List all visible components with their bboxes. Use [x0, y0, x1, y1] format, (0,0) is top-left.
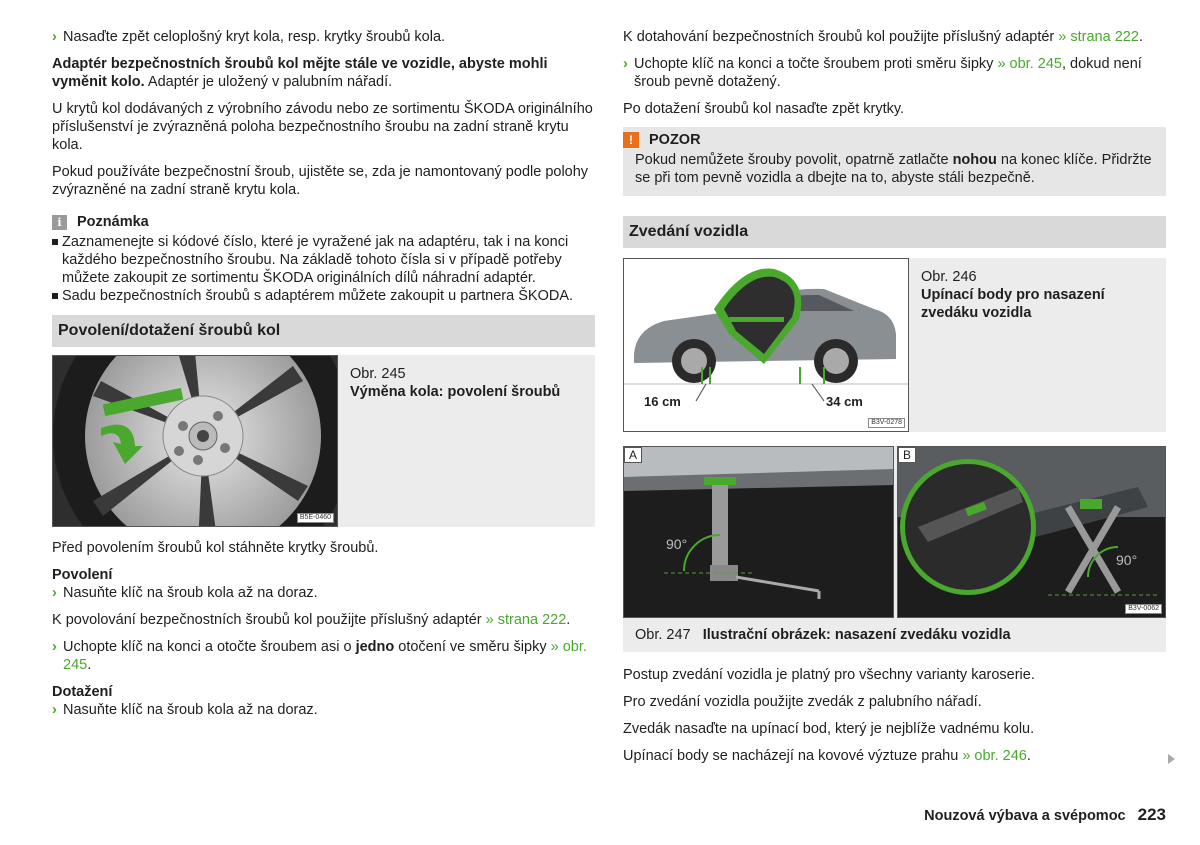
note-item-text: Sadu bezpečnostních šroubů s adaptérem můžete zakoupit u partnera ŠKODA.: [62, 288, 574, 304]
paragraph-text: Upínací body se nacházejí na kovové výztuze prahu: [623, 748, 959, 764]
before-loosening-paragraph: Před povolením šroubů kol stáhněte krytky šroubů.: [52, 540, 379, 556]
adapter-tighten-paragraph: [623, 28, 1166, 46]
figure-245-image: [52, 355, 338, 527]
figure-caption: [921, 268, 1161, 322]
figure-246-image: [623, 258, 909, 432]
step-end: .: [87, 657, 92, 673]
subheading-loosening: Povolení: [52, 567, 113, 583]
step-arrow-icon: ›: [52, 585, 57, 601]
figure-code: B3V-0062: [1125, 604, 1162, 614]
replace-caps-paragraph: Po dotažení šroubů kol nasaďte zpět krytky.: [623, 101, 905, 117]
warning-text-part: Pokud nemůžete šrouby povolit, opatrně zatlačte: [635, 152, 953, 168]
figure-code: B5E-0460: [297, 513, 334, 523]
figure-caption: [635, 626, 1011, 644]
warning-box: [623, 127, 1166, 196]
step-turn-bolt: [52, 638, 595, 674]
step-text: Nasaďte zpět celoplošný kryt kola, resp. krytky šroubů kola.: [63, 29, 446, 45]
paragraph-text: K povolování bezpečnostních šroubů kol použijte příslušný adaptér: [52, 612, 482, 628]
info-icon: i: [52, 215, 67, 230]
continue-arrow-icon: [1168, 754, 1175, 764]
step-text: Uchopte klíč na konci a točte šroubem proti směru šipky: [634, 56, 994, 72]
bullet-square-icon: [52, 239, 58, 245]
lifting-procedure-paragraph: Postup zvedání vozidla je platný pro všechny varianty karoserie.: [623, 667, 1035, 683]
note-header: [52, 213, 595, 231]
figure-reference-link[interactable]: » obr. 246: [958, 748, 1027, 764]
use-jack-paragraph: Pro zvedání vozidla použijte zvedák z palubního nářadí.: [623, 694, 982, 710]
right-column: [623, 28, 1166, 774]
figure-247-panel-b: [897, 446, 1166, 618]
step-bold-text: jedno: [355, 639, 395, 655]
jack-placement-illustration-b: [898, 447, 1166, 618]
step-arrow-icon: ›: [52, 639, 57, 655]
figure-caption: [350, 365, 560, 401]
page-reference-link[interactable]: » strana 222: [1054, 29, 1139, 45]
step-text: otočení ve směru šipky: [394, 639, 547, 655]
step-slide-wrench-2: [52, 701, 595, 719]
step-slide-wrench: [52, 584, 595, 602]
page-footer: [924, 806, 1166, 825]
figure-title: Výměna kola: povolení šroubů: [350, 384, 561, 400]
figure-247: [623, 446, 1166, 652]
adapter-loosen-paragraph: [52, 611, 595, 629]
panel-label-b: B: [898, 447, 916, 463]
left-column: [52, 28, 595, 728]
section-header-lifting: Zvedání vozidla: [623, 216, 1166, 248]
figure-title: Ilustrační obrázek: nasazení zvedáku vozidla: [702, 627, 1011, 643]
panel-label-a: A: [624, 447, 642, 463]
distance-label-rear: 34 cm: [826, 394, 863, 409]
figure-reference-link[interactable]: » obr. 245: [993, 56, 1062, 72]
jack-placement-illustration-a: [624, 447, 894, 618]
page-number: 223: [1137, 805, 1166, 824]
step-arrow-icon: ›: [52, 29, 57, 45]
page-reference-link[interactable]: » strana 222: [481, 612, 567, 628]
step-text: Uchopte klíč na konci a otočte šroubem asi o: [63, 639, 356, 655]
figure-247-panel-a: [623, 446, 894, 618]
paragraph-text: K dotahování bezpečnostních šroubů kol použijte příslušný adaptér: [623, 29, 1055, 45]
step-text: Nasuňte klíč na šroub kola až na doraz.: [63, 702, 318, 718]
hubcap-paragraph: U krytů kol dodávaných z výrobního závodu nebo ze sortimentu ŠKODA originálního příslušenství je zvýrazněná poloha bezpečnostního šroubu na zadní straně krytu kola.: [52, 101, 593, 153]
subheading-tightening: Dotažení: [52, 684, 113, 700]
figure-reference-link[interactable]: » obr. 245: [63, 639, 587, 673]
note-item: [52, 233, 595, 287]
note-title: Poznámka: [77, 214, 149, 230]
jacking-points-paragraph: [623, 747, 1166, 765]
security-bolt-paragraph: Pokud používáte bezpečnostní šroub, ujistěte se, zda je namontovaný podle polohy zvýrazněné na zadní straně krytu kola.: [52, 164, 589, 198]
place-jack-paragraph: Zvedák nasaďte na upínací bod, který je nejblíže vadnému kolu.: [623, 721, 1035, 737]
step-tighten-bolt: [623, 55, 1166, 91]
warning-bold-text: nohou: [952, 152, 997, 168]
note-item: [52, 287, 595, 305]
step-arrow-icon: ›: [52, 702, 57, 718]
paragraph-end: .: [1138, 29, 1143, 45]
warning-text-part: na konec klíče. Přidržte se při tom pevně vozidla a dbejte na to, abyste stáli bezpečně.: [635, 152, 1152, 186]
footer-chapter: Nouzová výbava a svépomoc: [924, 808, 1126, 824]
wheel-illustration: [53, 356, 338, 527]
adapter-text: Adaptér je uložený v palubním nářadí.: [144, 74, 393, 90]
figure-title: Upínací body pro nasazení zvedáku vozidla: [921, 287, 1105, 321]
figure-number: Obr. 245: [350, 366, 406, 382]
distance-label-front: 16 cm: [644, 394, 681, 409]
warning-icon: !: [623, 132, 639, 148]
paragraph-end: .: [566, 612, 571, 628]
step-replace-cover: [52, 28, 595, 46]
step-text: , dokud není šroub pevně dotažený.: [634, 56, 1142, 90]
figure-number: Obr. 246: [921, 269, 977, 285]
figure-246: [623, 258, 1166, 432]
adapter-paragraph: [52, 55, 595, 91]
paragraph-end: .: [1026, 748, 1031, 764]
figure-code: B3V-0278: [868, 418, 905, 428]
adapter-bold-text: Adaptér bezpečnostních šroubů kol mějte stále ve vozidle, abyste mohli vyměnit kolo.: [52, 56, 548, 90]
step-text: Nasuňte klíč na šroub kola až na doraz.: [63, 585, 318, 601]
step-arrow-icon: ›: [623, 56, 628, 72]
warning-title: POZOR: [649, 132, 701, 148]
angle-label: 90°: [1116, 552, 1138, 568]
section-header-bolts: Povolení/dotažení šroubů kol: [52, 315, 595, 347]
figure-number: Obr. 247: [635, 627, 691, 643]
angle-label: 90°: [666, 536, 688, 552]
warning-text: [635, 151, 1154, 187]
bullet-square-icon: [52, 293, 58, 299]
figure-245: [52, 355, 595, 527]
warning-header: [623, 131, 1154, 149]
note-item-text: Zaznamenejte si kódové číslo, které je vyražené jak na adaptéru, tak i na konci každého bezpečnostního šroubu. Na základě tohoto čísla si v případě potřeby můžete zakoupit ze sortimentu ŠKODA originálních dílů náhradní adaptér.: [62, 234, 569, 286]
